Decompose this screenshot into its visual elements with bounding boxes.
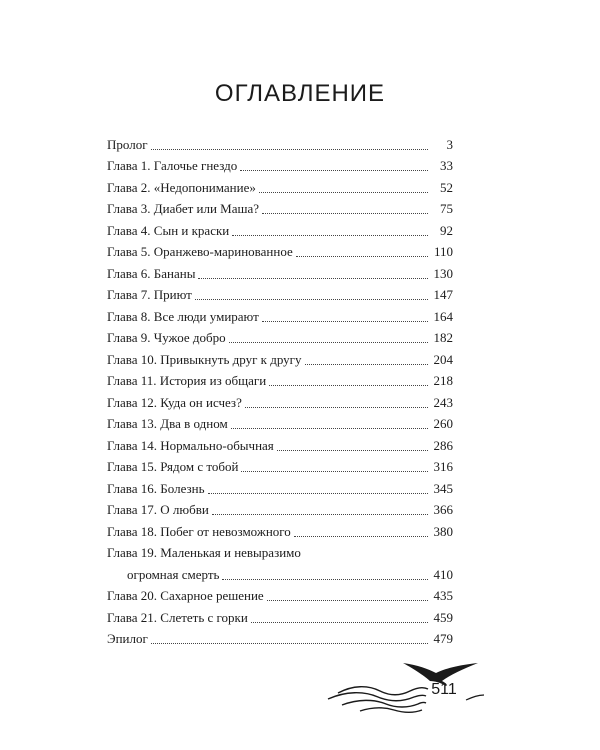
toc-entry-page: 92: [440, 222, 453, 238]
toc-entry-label: Глава 17. О любви: [107, 502, 209, 517]
toc-leader-dots: [296, 256, 428, 257]
toc-leader-dots: [241, 471, 428, 472]
toc-entry-chapter-11: [107, 368, 453, 390]
toc-entry-page: 435: [433, 588, 453, 603]
toc-entry-chapter-21: [107, 604, 453, 626]
toc-leader-dots: [294, 536, 428, 537]
toc-entry-chapter-12: [107, 389, 453, 411]
toc-entry-chapter-3: [107, 196, 453, 218]
toc-entry-label: Глава 21. Слететь с горки: [107, 609, 248, 625]
toc-entry-label: Глава 4. Сын и краски: [107, 222, 230, 238]
toc-entry-label: Глава 16. Болезнь: [107, 480, 205, 496]
toc-entry-chapter-14: [107, 432, 453, 454]
toc-entry-chapter-8: [107, 303, 453, 325]
toc-leader-dots: [195, 299, 428, 300]
toc-entry-label: Глава 13. Два в одном: [107, 416, 228, 431]
toc-leader-dots: [151, 149, 428, 150]
toc-entry-chapter-10: [107, 346, 453, 368]
toc-entry-page: 75: [440, 201, 453, 216]
toc-entry-page: 204: [433, 351, 453, 367]
toc-entry-label: Глава 11. История из общаги: [107, 373, 267, 388]
toc-entry-chapter-16: [107, 475, 453, 497]
toc-entry-label: Глава 7. Приют: [107, 287, 192, 302]
toc-entry-label: Пролог: [107, 136, 148, 152]
toc-entry-chapter-20: [107, 583, 453, 605]
toc-entry-page: 33: [440, 158, 453, 173]
toc-leader-dots: [259, 192, 428, 193]
toc-entry-label: Глава 3. Диабет или Маша?: [107, 201, 260, 216]
toc-entry-label: огромная смерть: [127, 566, 220, 582]
toc-leader-dots: [198, 278, 428, 279]
toc-leader-dots: [222, 579, 428, 580]
toc-entry-label: Глава 1. Галочье гнездо: [107, 158, 238, 173]
toc-entry-chapter-19: [107, 540, 453, 562]
toc-leader-dots: [262, 321, 428, 322]
toc-leader-dots: [212, 514, 428, 515]
toc-leader-dots: [262, 213, 428, 214]
toc-entry-epilogue: [107, 626, 453, 648]
toc-leader-dots: [251, 622, 428, 623]
toc-leader-dots: [267, 600, 428, 601]
toc-entry-page: 52: [440, 179, 453, 195]
toc-entry-chapter-5: [107, 239, 453, 261]
toc-entry-chapter-7: [107, 282, 453, 304]
toc-entry-page: 3: [446, 136, 453, 152]
toc-leader-dots: [269, 385, 428, 386]
toc-leader-dots: [151, 643, 428, 644]
toc-entry-page: 380: [433, 523, 453, 539]
toc-entry-label: Глава 8. Все люди умирают: [107, 308, 259, 324]
toc-entry-label: Глава 9. Чужое добро: [107, 330, 226, 345]
toc-entry-label: Глава 12. Куда он исчез?: [107, 394, 242, 410]
toc-entry-chapter-15: [107, 454, 453, 476]
toc-entry-page: 316: [433, 459, 453, 474]
toc-entry-page: 243: [433, 394, 453, 410]
toc-leader-dots: [208, 493, 428, 494]
toc-entry-label: Глава 15. Рядом с тобой: [107, 459, 239, 474]
toc-entry-page: 479: [433, 631, 453, 646]
toc-entry-page: 410: [433, 566, 453, 582]
toc-entry-page: 130: [433, 265, 453, 281]
toc-entry-chapter-19-continued: [107, 561, 453, 583]
toc-leader-dots: [240, 170, 428, 171]
table-of-contents: [107, 131, 453, 647]
toc-entry-chapter-1: [107, 153, 453, 175]
toc-entry-label: Эпилог: [107, 631, 148, 646]
toc-entry-label: Глава 18. Побег от невозможного: [107, 523, 291, 539]
toc-entry-page: 218: [433, 373, 453, 388]
toc-entry-label: Глава 2. «Недопонимание»: [107, 179, 256, 195]
toc-entry-label: Глава 14. Нормально-обычная: [107, 437, 274, 453]
toc-entry-label: Глава 10. Привыкнуть друг к другу: [107, 351, 302, 367]
toc-entry-page: 164: [433, 308, 453, 324]
toc-entry-page: 182: [433, 330, 453, 345]
toc-entry-page: 286: [433, 437, 453, 453]
toc-entry-page: 366: [433, 502, 453, 517]
toc-leader-dots: [229, 342, 428, 343]
toc-entry-chapter-17: [107, 497, 453, 519]
toc-entry-page: 260: [433, 416, 453, 431]
page-number: 511: [431, 681, 457, 698]
toc-entry-chapter-18: [107, 518, 453, 540]
toc-entry-page: 345: [433, 480, 453, 496]
toc-entry-page: 459: [433, 609, 453, 625]
toc-entry-label: Глава 6. Бананы: [107, 265, 196, 281]
toc-entry-label: Глава 19. Маленькая и невыразимо: [107, 545, 301, 560]
toc-leader-dots: [245, 407, 428, 408]
toc-entry-label: Глава 5. Оранжево-маринованное: [107, 244, 293, 259]
toc-leader-dots: [277, 450, 428, 451]
toc-entry-prologue: [107, 131, 453, 153]
toc-leader-dots: [232, 235, 428, 236]
toc-entry-chapter-4: [107, 217, 453, 239]
toc-entry-chapter-2: [107, 174, 453, 196]
toc-entry-label: Глава 20. Сахарное решение: [107, 588, 264, 603]
toc-entry-chapter-13: [107, 411, 453, 433]
toc-entry-chapter-9: [107, 325, 453, 347]
toc-entry-page: 110: [433, 244, 453, 259]
page-title: ОГЛАВЛЕНИЕ: [214, 80, 386, 107]
toc-entry-page: 147: [433, 287, 453, 302]
toc-leader-dots: [231, 428, 428, 429]
toc-leader-dots: [305, 364, 429, 365]
toc-entry-chapter-6: [107, 260, 453, 282]
